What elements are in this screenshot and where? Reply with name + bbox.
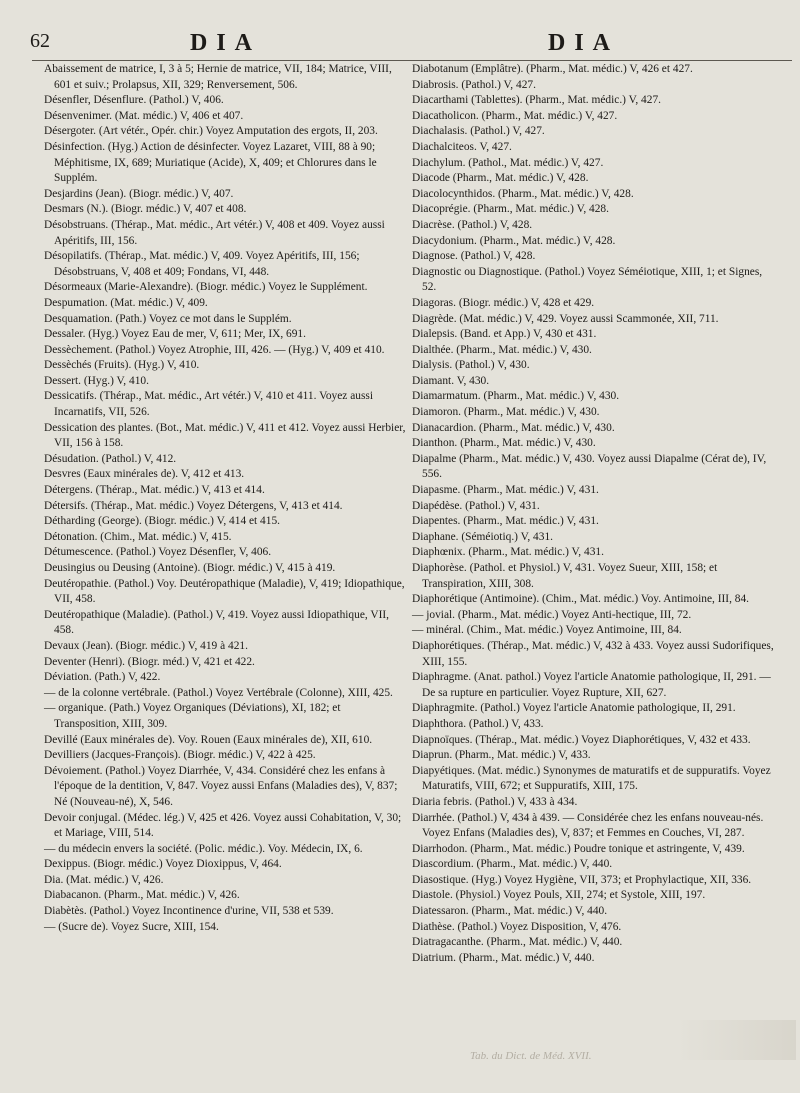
index-entry: Diaria febris. (Pathol.) V, 433 à 434. <box>412 795 578 808</box>
index-entry: Diatrium. (Pharm., Mat. médic.) V, 440. <box>412 951 595 964</box>
index-entry: Détergens. (Thérap., Mat. médic.) V, 413 et 414. <box>44 484 265 497</box>
index-entry: Diaphragme. (Anat. pathol.) Voyez l'article Anatomie pathologique, II, 291. — De sa rupture en particulier. Voyez Rupture, XII, 627. <box>412 671 771 699</box>
index-entry: Deusingius ou Deusing (Antoine). (Biogr. médic.) V, 415 à 419. <box>44 562 336 574</box>
index-entry: — organique. (Path.) Voyez Organiques (Déviations), XI, 182; et Transposition, XIII, 309. <box>44 702 341 730</box>
index-entry: Diaprun. (Pharm., Mat. médic.) V, 433. <box>412 749 591 762</box>
index-entry: Désormeaux (Marie-Alexandre). (Biogr. médic.) Voyez le Supplément. <box>44 281 368 294</box>
index-entry: Diachalciteos. V, 427. <box>412 140 512 153</box>
running-head-right: DIA <box>548 30 620 56</box>
index-entry: — de la colonne vertébrale. (Pathol.) Voyez Vertébrale (Colonne), XIII, 425. <box>44 686 393 699</box>
index-entry: Désudation. (Pathol.) V, 412. <box>44 452 177 465</box>
index-entry: Dianacardion. (Pharm., Mat. médic.) V, 430. <box>412 421 615 434</box>
left-column <box>44 62 406 935</box>
index-entry: Diamoron. (Pharm., Mat. médic.) V, 430. <box>412 406 600 419</box>
index-entry: Diapédèse. (Pathol.) V, 431. <box>412 499 540 512</box>
index-entry: Diaphœnix. (Pharm., Mat. médic.) V, 431. <box>412 546 604 559</box>
index-entry: Diaphane. (Séméiotiq.) V, 431. <box>412 530 553 543</box>
page-number: 62 <box>30 30 50 52</box>
index-entry: Deutéropathique (Maladie). (Pathol.) V, 419. Voyez aussi Idiopathique, VII, 458. <box>44 608 390 637</box>
index-entry: Desquamation. (Path.) Voyez ce mot dans le Supplém. <box>44 312 292 325</box>
index-entry: — minéral. (Chim., Mat. médic.) Voyez Antimoine, III, 84. <box>412 624 682 637</box>
index-entry: Désobstruans. (Thérap., Mat. médic., Art vétér.) V, 408 et 409. Voyez aussi Apéritifs, III, 156. <box>44 218 385 247</box>
index-entry: Diacydonium. (Pharm., Mat. médic.) V, 428. <box>412 234 616 247</box>
index-entry: Diatragacanthe. (Pharm., Mat. médic.) V, 440. <box>412 936 623 949</box>
index-entry: — jovial. (Pharm., Mat. médic.) Voyez Anti-hectique, III, 72. <box>412 608 692 621</box>
index-entry: Diamant. V, 430. <box>412 374 490 387</box>
index-entry: Désergoter. (Art vétér., Opér. chir.) Voyez Amputation des ergots, II, 203. <box>44 125 378 138</box>
index-entry: Diachylum. (Pathol., Mat. médic.) V, 427. <box>412 156 604 169</box>
index-entry: Désinfection. (Hyg.) Action de désinfecter. Voyez Lazaret, VIII, 88 à 90; Méphitisme, IX, 689; Muriatique (Acide), X, 409; et Chlorures dans le Supplém. <box>44 140 377 185</box>
index-entry: Deventer (Henri). (Biogr. méd.) V, 421 et 422. <box>44 655 255 668</box>
index-entry: Diacode (Pharm., Mat. médic.) V, 428. <box>412 172 589 185</box>
index-entry: Diascordium. (Pharm., Mat. médic.) V, 440. <box>412 858 613 871</box>
index-entry: — du médecin envers la société. (Polic. médic.). Voy. Médecin, IX, 6. <box>44 842 363 855</box>
running-head-left: DIA <box>190 30 262 56</box>
index-entry: Diatessaron. (Pharm., Mat. médic.) V, 440. <box>412 905 608 918</box>
index-entry: Devilliers (Jacques-François). (Biogr. médic.) V, 422 à 425. <box>44 749 316 762</box>
index-entry: Dessert. (Hyg.) V, 410. <box>44 374 149 387</box>
index-entry: Diabacanon. (Pharm., Mat. médic.) V, 426. <box>44 889 240 902</box>
index-entry: Dessaler. (Hyg.) Voyez Eau de mer, V, 611; Mer, IX, 691. <box>44 328 306 341</box>
index-entry: Détersifs. (Thérap., Mat. médic.) Voyez Détergens, V, 413 et 414. <box>44 499 343 512</box>
signature-footer: Tab. du Dict. de Méd. XVII. <box>470 1050 592 1062</box>
index-entry: Dialysis. (Pathol.) V, 430. <box>412 359 530 372</box>
index-entry: Désopilatifs. (Thérap., Mat. médic.) V, 409. Voyez Apéritifs, III, 156; Désobstruans, V, 408 et 409; Fondans, VI, 448. <box>44 250 360 278</box>
index-entry: Diapalme (Pharm., Mat. médic.) V, 430. Voyez aussi Diapalme (Cérat de), IV, 556. <box>412 452 767 481</box>
index-entry: Diapnoïques. (Thérap., Mat. médic.) Voyez Diaphorétiques, V, 432 et 433. <box>412 733 751 746</box>
index-entry: Désenfler, Désenflure. (Pathol.) V, 406. <box>44 94 224 107</box>
index-entry: Diabrosis. (Pathol.) V, 427. <box>412 78 536 91</box>
index-entry: Diacolocynthidos. (Pharm., Mat. médic.) V, 428. <box>412 187 634 200</box>
index-entry: Détharding (George). (Biogr. médic.) V, 414 et 415. <box>44 515 280 528</box>
index-entry: Diapentes. (Pharm., Mat. médic.) V, 431. <box>412 515 599 528</box>
index-entry: — (Sucre de). Voyez Sucre, XIII, 154. <box>44 920 219 933</box>
index-entry: Diagrède. (Mat. médic.) V, 429. Voyez aussi Scammonée, XII, 711. <box>412 312 719 325</box>
index-entry: Dessication des plantes. (Bot., Mat. médic.) V, 411 et 412. Voyez aussi Herbier, VII, 156 à 158. <box>44 421 406 450</box>
index-entry: Diaphorèse. (Pathol. et Physiol.) V, 431. Voyez Sueur, XIII, 158; et Transpiration, XIII, 308. <box>412 562 718 590</box>
index-entry: Dianthon. (Pharm., Mat. médic.) V, 430. <box>412 437 596 450</box>
index-entry: Diaphorétiques. (Thérap., Mat. médic.) V, 432 à 433. Voyez aussi Sudorifiques, XIII, 155. <box>412 639 774 668</box>
index-entry: Diapasme. (Pharm., Mat. médic.) V, 431. <box>412 484 599 497</box>
index-entry: Desmars (N.). (Biogr. médic.) V, 407 et 408. <box>44 203 247 216</box>
index-entry: Dessicatifs. (Thérap., Mat. médic., Art vétér.) V, 410 et 411. Voyez aussi Incarnatifs, VII, 526. <box>44 390 373 419</box>
index-entry: Diarrhée. (Pathol.) V, 434 à 439. — Considérée chez les enfans nouveau-nés. Voyez Enfans (Maladies des), V, 837; et Femmes en Couches, VI, 287. <box>412 811 764 840</box>
index-entry: Despumation. (Mat. médic.) V, 409. <box>44 296 208 309</box>
index-entry: Abaissement de matrice, I, 3 à 5; Hernie de matrice, VII, 184; Matrice, VIII, 601 et suiv.; Prolapsus, XII, 329; Renversement, 506. <box>44 63 392 91</box>
index-entry: Devaux (Jean). (Biogr. médic.) V, 419 à 421. <box>44 639 248 652</box>
index-entry: Dessèchement. (Pathol.) Voyez Atrophie, III, 426. — (Hyg.) V, 409 et 410. <box>44 343 385 356</box>
index-entry: Diaphorétique (Antimoine). (Chim., Mat. médic.) Voy. Antimoine, III, 84. <box>412 593 750 606</box>
index-entry: Diacrèse. (Pathol.) V, 428. <box>412 218 533 231</box>
index-entry: Détonation. (Chim., Mat. médic.) V, 415. <box>44 530 232 543</box>
index-entry: Dialepsis. (Band. et App.) V, 430 et 431. <box>412 328 597 341</box>
index-entry: Devillé (Eaux minérales de). Voy. Rouen (Eaux minérales de), XII, 610. <box>44 733 373 746</box>
index-entry: Dessèchés (Fruits). (Hyg.) V, 410. <box>44 359 200 372</box>
index-entry: Dia. (Mat. médic.) V, 426. <box>44 873 164 886</box>
index-entry: Diabotanum (Emplâtre). (Pharm., Mat. médic.) V, 426 et 427. <box>412 63 693 75</box>
index-entry: Devoir conjugal. (Médec. lég.) V, 425 et 426. Voyez aussi Cohabitation, V, 30; et Mariage, VIII, 514. <box>44 811 402 840</box>
index-entry: Diacarthami (Tablettes). (Pharm., Mat. médic.) V, 427. <box>412 94 661 107</box>
index-entry: Diagnose. (Pathol.) V, 428. <box>412 250 536 263</box>
index-entry: Diaphthora. (Pathol.) V, 433. <box>412 717 544 730</box>
index-entry: Diacatholicon. (Pharm., Mat. médic.) V, 427. <box>412 109 618 122</box>
index-entry: Deutéropathie. (Pathol.) Voy. Deutéropathique (Maladie), V, 419; Idiopathique, VII, 458. <box>44 577 405 606</box>
index-entry: Diagoras. (Biogr. médic.) V, 428 et 429. <box>412 296 595 309</box>
index-entry: Diaphragmite. (Pathol.) Voyez l'article Anatomie pathologique, II, 291. <box>412 702 736 715</box>
index-entry: Diathèse. (Pathol.) Voyez Disposition, V, 476. <box>412 920 622 933</box>
index-entry: Dévoiement. (Pathol.) Voyez Diarrhée, V, 434. Considéré chez les enfans à l'époque de la dentition, V, 847. Voyez aussi Enfans (Maladies des), V, 837; Né (Nouveau-né), X, 546. <box>44 764 398 808</box>
index-entry: Diachalasis. (Pathol.) V, 427. <box>412 125 545 138</box>
index-entry: Diabètès. (Pathol.) Voyez Incontinence d'urine, VII, 538 et 539. <box>44 905 334 918</box>
header-rule <box>32 60 792 61</box>
index-entry: Diarrhodon. (Pharm., Mat. médic.) Poudre tonique et astringente, V, 439. <box>412 842 745 855</box>
right-column <box>412 62 774 966</box>
index-entry: Déviation. (Path.) V, 422. <box>44 671 161 684</box>
index-entry: Diacoprégie. (Pharm., Mat. médic.) V, 428. <box>412 203 609 216</box>
index-entry: Diastole. (Physiol.) Voyez Pouls, XII, 274; et Systole, XIII, 197. <box>412 889 706 902</box>
index-entry: Desjardins (Jean). (Biogr. médic.) V, 407. <box>44 187 234 200</box>
paper-stain <box>676 1020 796 1060</box>
index-entry: Diapyétiques. (Mat. médic.) Synonymes de maturatifs et de suppuratifs. Voyez Maturatifs, VIII, 672; et Suppuratifs, XIII, 175. <box>412 764 771 793</box>
index-entry: Desvres (Eaux minérales de). V, 412 et 413. <box>44 468 245 481</box>
index-entry: Diamarmatum. (Pharm., Mat. médic.) V, 430. <box>412 390 620 403</box>
index-entry: Détumescence. (Pathol.) Voyez Désenfler, V, 406. <box>44 546 272 559</box>
index-entry: Dialthée. (Pharm., Mat. médic.) V, 430. <box>412 343 592 356</box>
index-entry: Diagnostic ou Diagnostique. (Pathol.) Voyez Séméiotique, XIII, 1; et Signes, 52. <box>412 265 763 294</box>
index-entry: Désenvenimer. (Mat. médic.) V, 406 et 407. <box>44 109 244 122</box>
index-entry: Dexippus. (Biogr. médic.) Voyez Dioxippus, V, 464. <box>44 858 282 871</box>
index-entry: Diasostique. (Hyg.) Voyez Hygiène, VII, 373; et Prophylactique, XII, 336. <box>412 873 752 886</box>
